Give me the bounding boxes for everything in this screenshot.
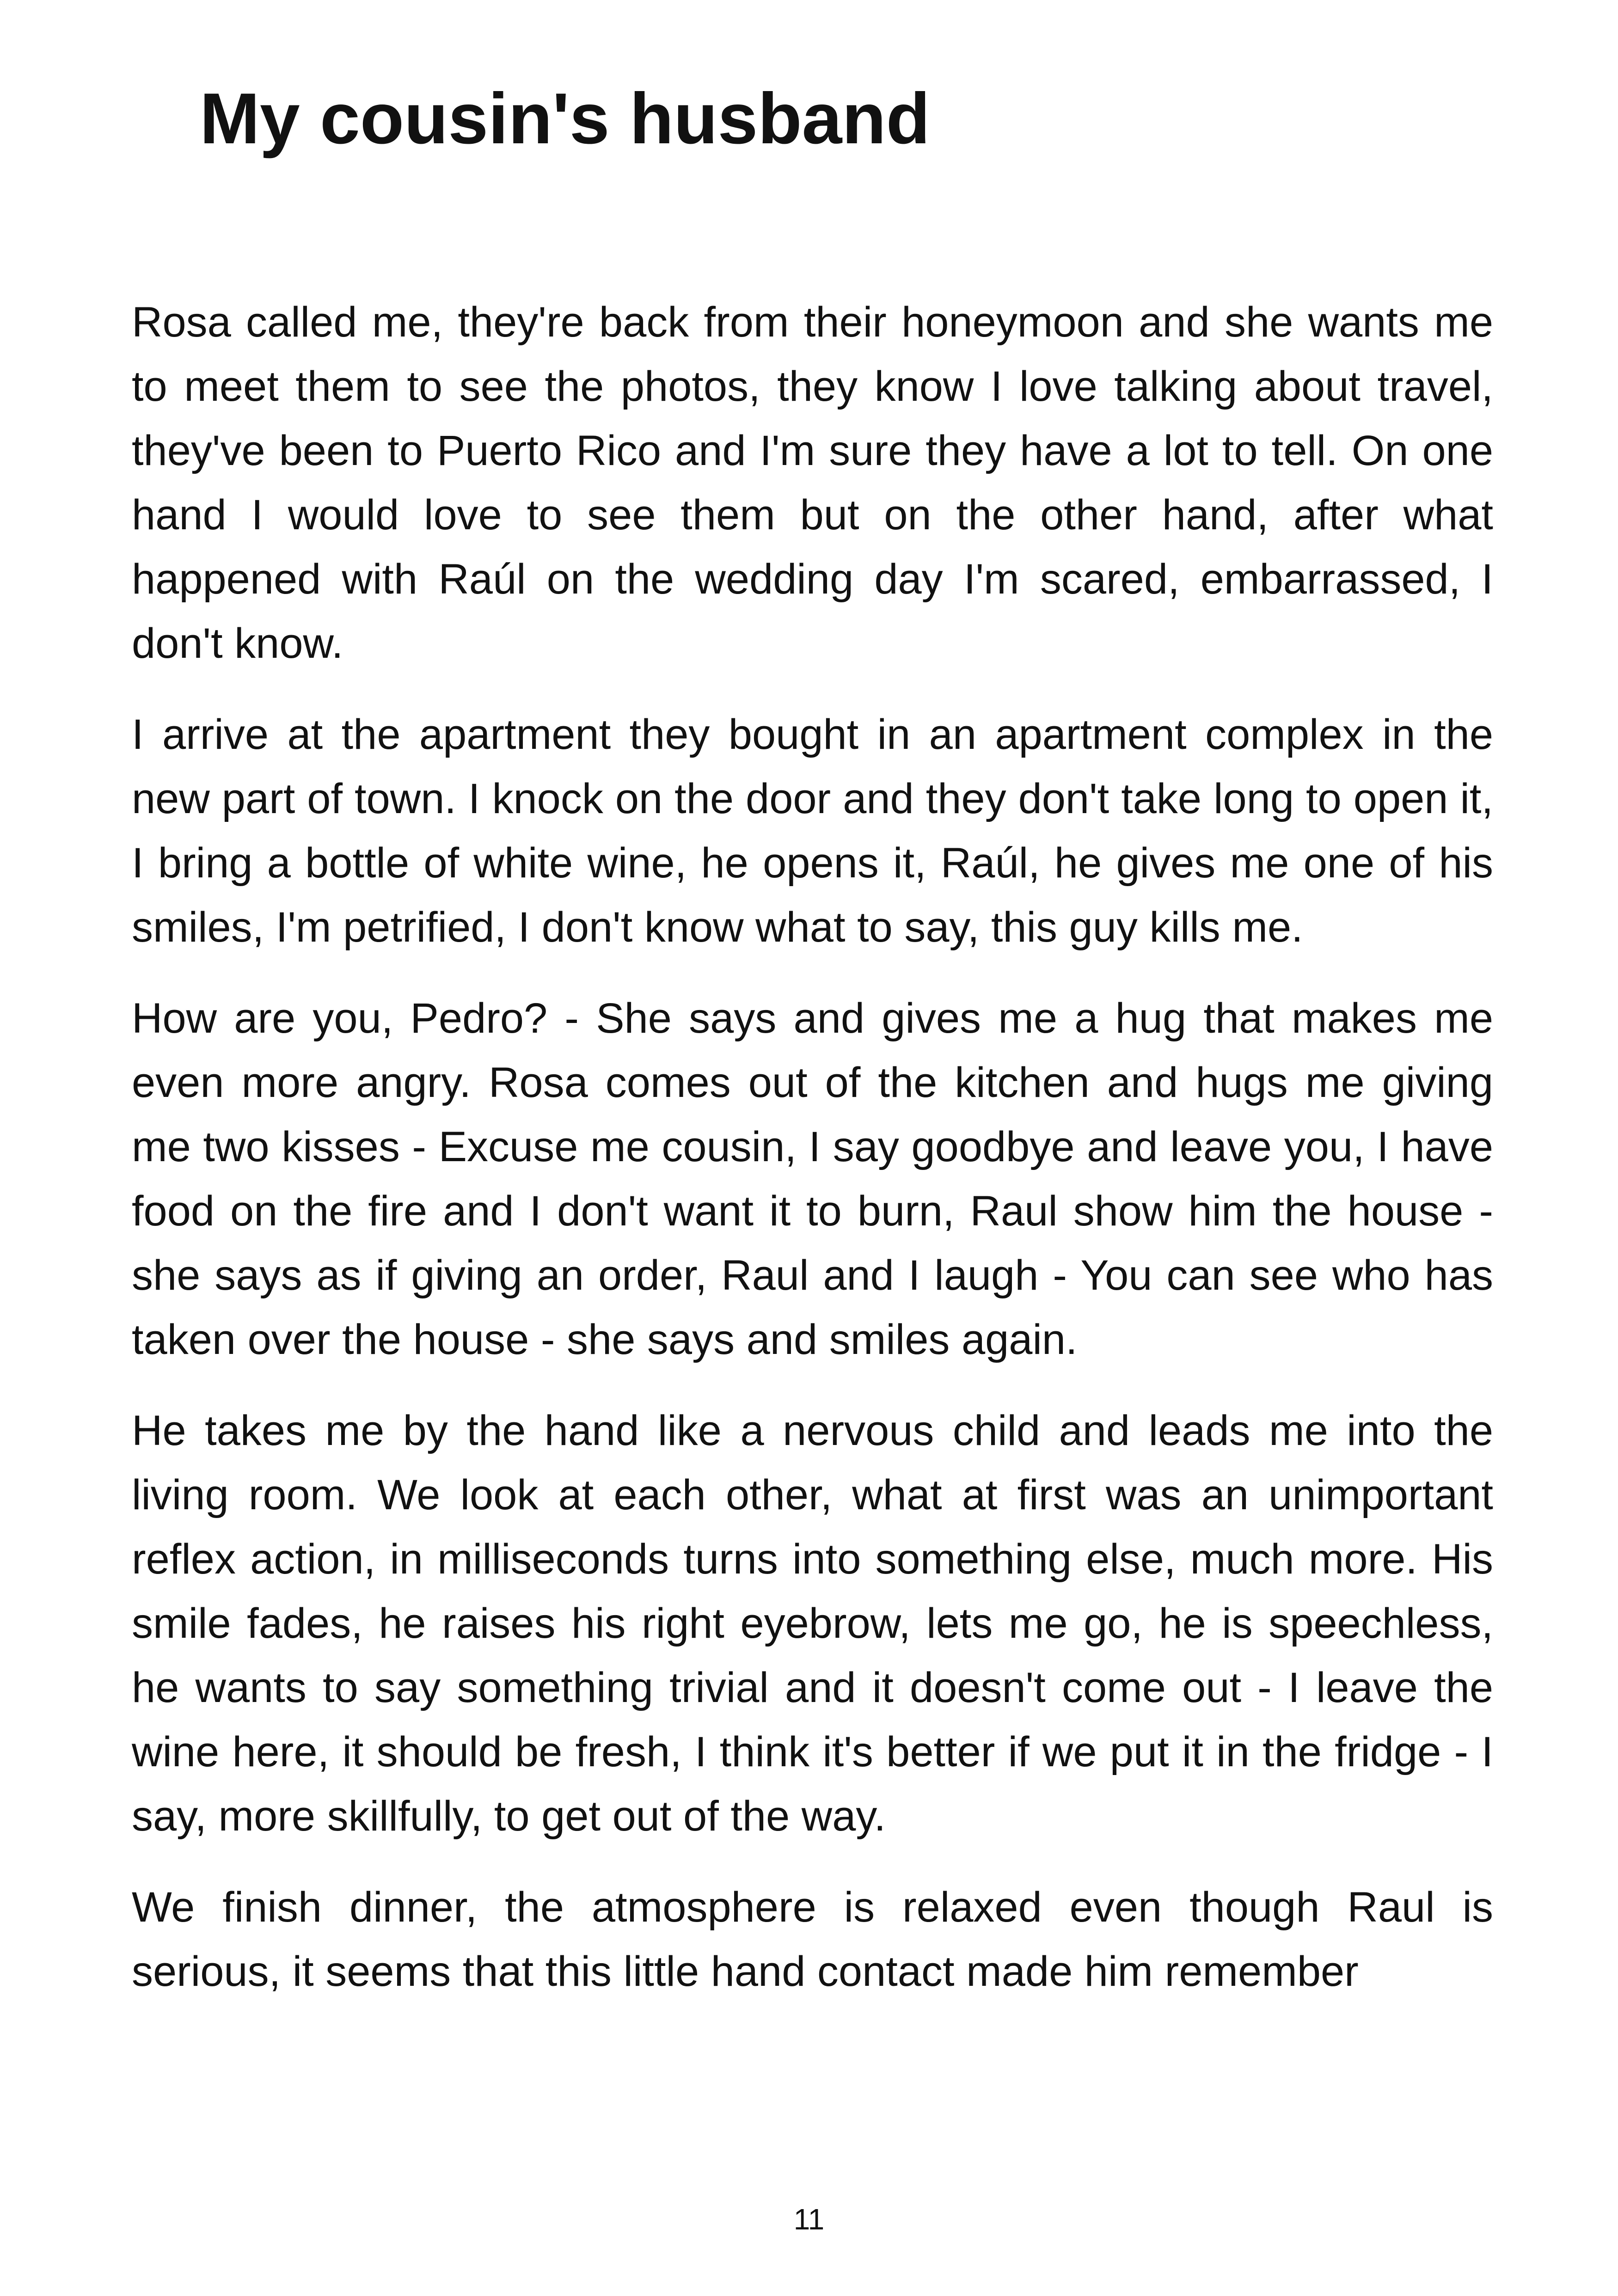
page-number: 11 xyxy=(793,2203,825,2236)
paragraph-5: We finish dinner, the atmosphere is relaxed even though Raul is serious, it seems that this little hand contact made him remember xyxy=(132,1884,1493,1995)
paragraph-3: How are you, Pedro? - She says and gives me a hug that makes me even more angry. Rosa comes out of the kitchen and hugs me giving me two kisses - Excuse me cousin, I say goodbye and leave you, I have food on the fire and I don't want it to burn, Raul show him the house - she says as if giving an order, Raul and I laugh - You can see who has taken over the house - she says and smiles again. xyxy=(132,995,1493,1363)
paragraph-4: He takes me by the hand like a nervous child and leads me into the living room. We look at each other, what at first was an unimportant reflex action, in milliseconds turns into something else, much more. His smile fades, he raises his right eyebrow, lets me go, he is speechless, he wants to say something trivial and it doesn't come out - I leave the wine here, it should be fresh, I think it's better if we put it in the fridge - I say, more skillfully, to get out of the way. xyxy=(132,1407,1493,1840)
chapter-title: My cousin's husband xyxy=(200,79,930,159)
paragraph-1: Rosa called me, they're back from their honeymoon and she wants me to meet them to see the photos, they know I love talking about travel, they've been to Puerto Rico and I'm sure they have a lot to tell. On one hand I would love to see them but on the other hand, after what happened with Raúl on the wedding day I'm scared, embarrassed, I don't know. xyxy=(132,299,1493,667)
paragraph-2: I arrive at the apartment they bought in an apartment complex in the new part of town. I knock on the door and they don't take long to open it, I bring a bottle of white wine, he opens it, Raúl, he gives me one of his smiles, I'm petrified, I don't know what to say, this guy kills me. xyxy=(132,711,1493,951)
body-text xyxy=(132,290,1493,2031)
